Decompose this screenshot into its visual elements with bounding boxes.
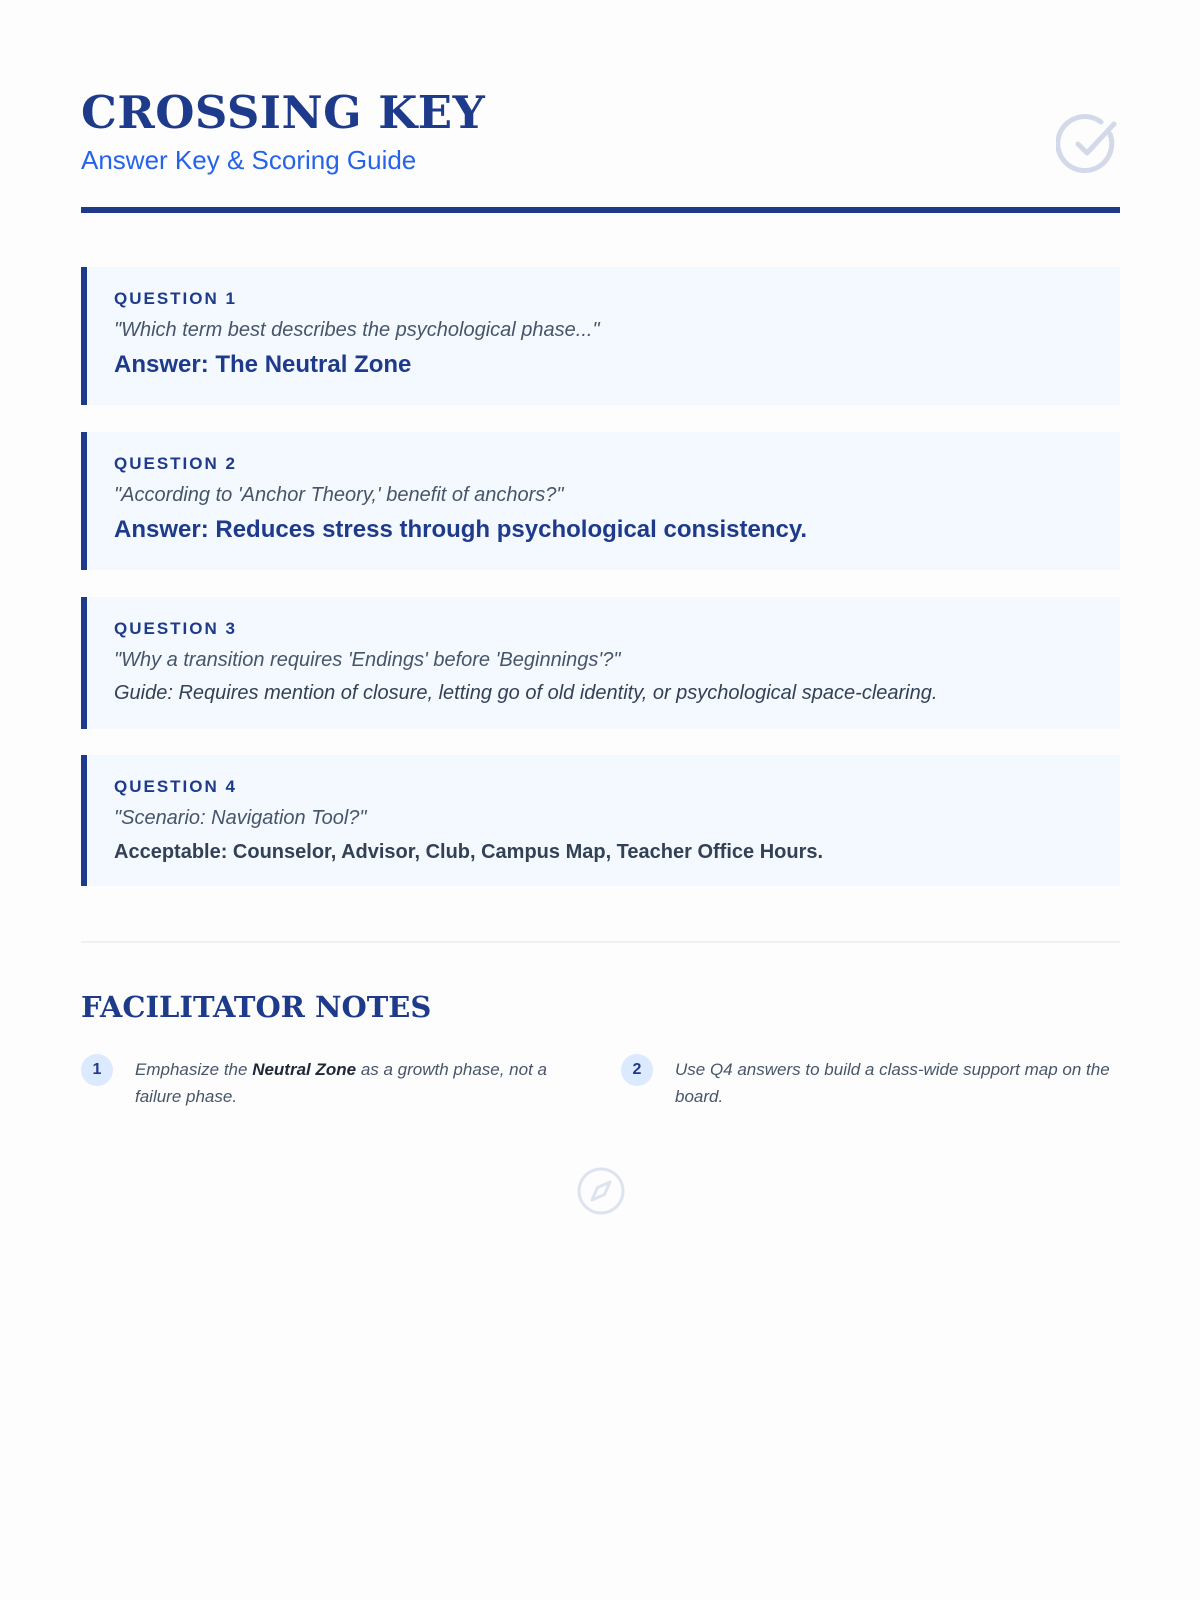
page-subtitle: Answer Key & Scoring Guide [81,145,417,175]
compass-icon [576,1166,626,1216]
question-prompt: "Scenario: Navigation Tool?" [114,807,367,829]
facilitator-note-2 [621,1054,1121,1114]
section-divider [81,941,1120,943]
question-card-2 [81,432,1120,570]
page-header [81,80,1120,214]
question-answer: Answer: Reduces stress through psychological consistency. [114,516,808,543]
note-emphasis: Neutral Zone [252,1060,357,1079]
question-card-4 [81,755,1120,886]
question-label: QUESTION 3 [114,619,237,638]
note-text [135,1056,581,1110]
note-number-badge: 1 [81,1054,113,1086]
question-prompt: "According to 'Anchor Theory,' benefit of anchors?" [114,484,564,506]
note-number-badge: 2 [621,1054,653,1086]
question-label: QUESTION 2 [114,454,237,473]
header-rule [81,207,1120,213]
facilitator-notes-title: FACILITATOR NOTES [81,990,432,1024]
question-card-3 [81,597,1120,729]
question-label: QUESTION 1 [114,289,237,308]
question-acceptable-answers: Acceptable: Counselor, Advisor, Club, Campus Map, Teacher Office Hours. [114,841,824,863]
note-text-before: Emphasize the [135,1060,253,1079]
note-text: Use Q4 answers to build a class-wide support map on the board. [675,1060,1110,1106]
question-answer: Answer: The Neutral Zone [114,351,412,378]
note-text-after: as a growth phase, not a failure phase. [135,1060,547,1106]
question-guide: Guide: Requires mention of closure, letting go of old identity, or psychological space-clearing. [114,682,938,704]
page-title: CROSSING KEY [81,86,486,139]
question-label: QUESTION 4 [114,777,237,796]
facilitator-note-1 [81,1054,581,1114]
question-prompt: "Why a transition requires 'Endings' before 'Beginnings'?" [114,649,621,671]
answer-key-page [81,0,1120,1600]
question-prompt: "Which term best describes the psychological phase..." [114,319,600,341]
question-card-1 [81,267,1120,405]
check-circle-icon [1056,112,1120,176]
